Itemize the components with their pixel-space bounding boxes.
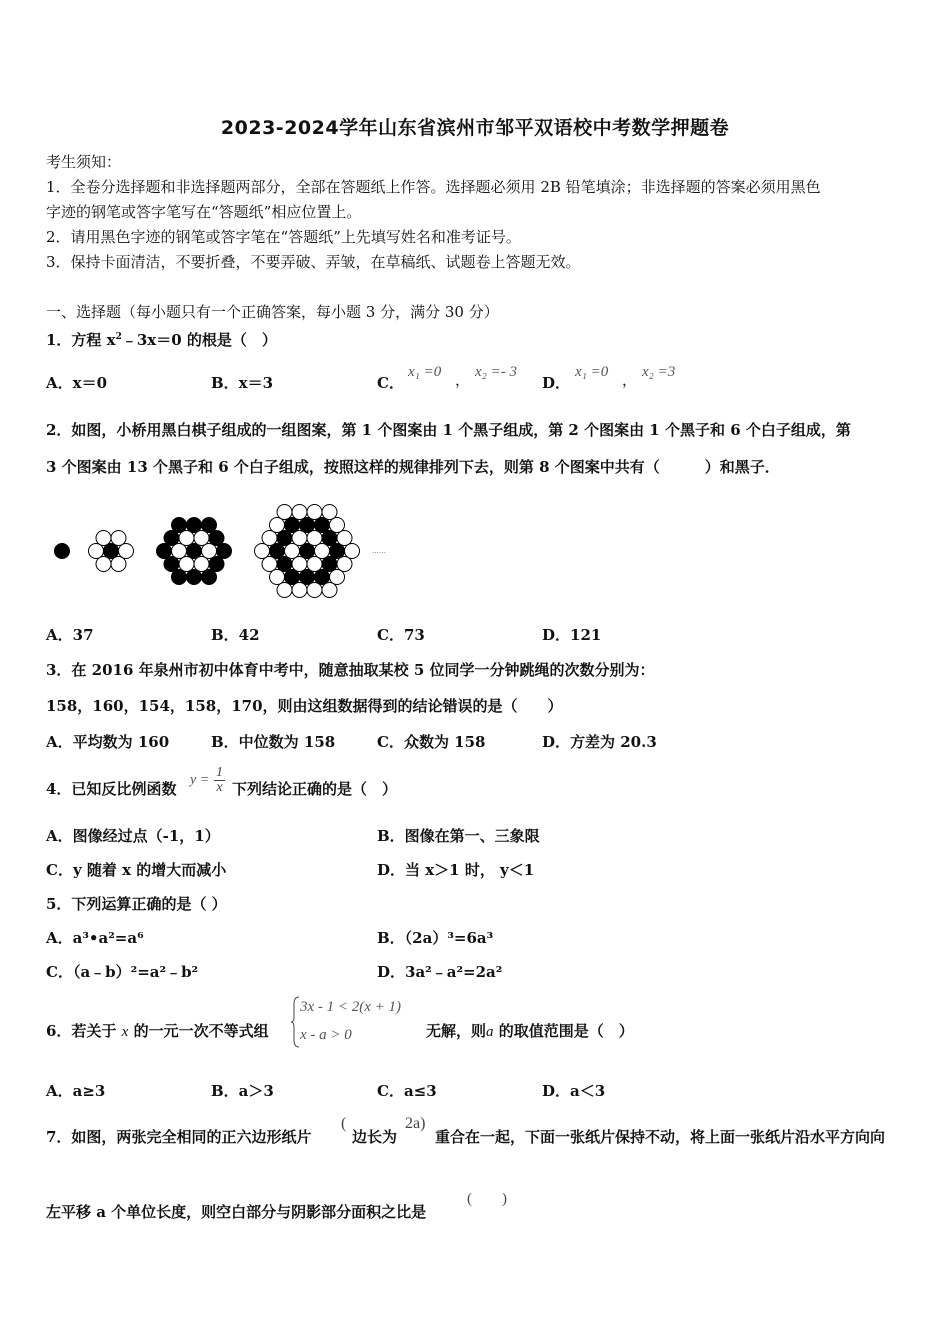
q3-stem-line2: 158，160，154，158，170，则由这组数据得到的结论错误的是（ ）: [46, 697, 563, 715]
q1-option-d-x2: x₂ =3: [642, 364, 676, 380]
q4-function: [190, 766, 225, 810]
q1-option-c-comma: ，: [455, 371, 471, 389]
section-heading: 一、选择题（每小题只有一个正确答案，每小题 3 分，满分 30 分）: [46, 303, 499, 321]
q6-inequality-2: x - a > 0: [300, 1027, 352, 1043]
q2-option-b: B．42: [211, 626, 260, 644]
q7-answer-blank: ( ): [467, 1191, 507, 1207]
q2-pattern-figure: [0, 495, 420, 605]
q4-option-b: B．图像在第一、三象限: [377, 827, 540, 845]
q5-option-a: A．a³•a²=a⁶: [46, 929, 144, 947]
q1-option-c-x1: x₁ =0: [408, 364, 442, 380]
q4-func-lhs: y =: [190, 772, 210, 788]
notice-heading: 考生须知：: [46, 153, 122, 171]
q2-option-a: A．37: [46, 626, 94, 644]
pattern-ellipsis: ……: [372, 547, 386, 555]
pattern-4: [255, 505, 360, 598]
q3-option-b: B．中位数为 158: [211, 733, 336, 751]
notice-item-2: 2．请用黑色字迹的钢笔或答字笔在“答题纸”上先填写姓名和准考证号。: [46, 228, 521, 246]
q3-option-c: C．众数为 158: [377, 733, 486, 751]
q2-stem-line1: 2．如图，小桥用黑白棋子组成的一组图案，第 1 个图案由 1 个黑子组成，第 2 个图案由 1 个黑子和 6 个白子组成，第: [46, 421, 851, 439]
notice-item-3: 3．保持卡面清洁，不要折叠，不要弄破、弄皱，在草稿纸、试题卷上答题无效。: [46, 253, 581, 271]
q6-stem-a: 6．若关于 x 的一元一次不等式组: [46, 1022, 269, 1040]
q7-stem-line2: 左平移 a 个单位长度，则空白部分与阴影部分面积之比是: [46, 1203, 427, 1221]
q5-option-c: C．（a﹣b）²=a²﹣b²: [46, 963, 199, 981]
q7-paren-open: (: [341, 1115, 347, 1132]
notice-item-1: 1．全卷分选择题和非选择题两部分，全部在答题纸上作答。选择题必须用 2B 铅笔填涂；非选择题的答案必须用黑色: [46, 178, 821, 196]
q4-func-fraction: [214, 766, 225, 795]
q6-var-x: x: [121, 1024, 129, 1040]
q1-stem: 1．方程 $x^2﹣3x=0$ 的根是（ ）: [46, 331, 277, 349]
q4-func-denominator: x: [216, 780, 223, 795]
q4-stem-a: 4．已知反比例函数: [46, 780, 177, 798]
q2-stem-line2: 3 个图案由 13 个黑子和 6 个白子组成，按照这样的规律排列下去，则第 8 个图案中共有（ ）和黑子．: [46, 458, 780, 476]
q2-option-c: C．73: [377, 626, 425, 644]
q4-stem-b: 下列结论正确的是（ ）: [232, 780, 398, 798]
pattern-1: [55, 544, 70, 559]
q6-option-c: C．a≤3: [377, 1082, 437, 1100]
q1-option-d-comma: ，: [622, 371, 638, 389]
q4-option-c: C．y 随着 x 的增大而减小: [46, 861, 227, 879]
q7-stem-a: 7．如图，两张完全相同的正六边形纸片: [46, 1128, 312, 1146]
q1-option-a: A．x＝0: [46, 374, 108, 392]
q1-option-b: B．x＝3: [211, 374, 274, 392]
q6-inequality-1: 3x - 1 < 2(x + 1): [300, 999, 402, 1015]
q1-option-c: C．: [377, 374, 404, 392]
q1-option-d: D．: [542, 374, 571, 392]
page-title: 2023-2024学年山东省滨州市邹平双语校中考数学押题卷: [220, 117, 730, 139]
pattern-2: [89, 531, 134, 572]
q1-option-c-x2: x₂ =- 3: [475, 364, 517, 380]
q3-option-d: D．方差为 20.3: [542, 733, 657, 751]
q4-option-d: D．当 x＞1 时， y＜1: [377, 861, 535, 879]
q6-option-a: A．a≥3: [46, 1082, 106, 1100]
q5-option-d: D．3a²﹣a²=2a²: [377, 963, 503, 981]
q5-stem: 5．下列运算正确的是（ ）: [46, 895, 227, 913]
notice-item-1-cont: 字迹的钢笔或答字笔写在“答题纸”相应位置上。: [46, 203, 362, 221]
q2-option-d: D．121: [542, 626, 602, 644]
q7-stem-c: 重合在一起，下面一张纸片保持不动，将上面一张纸片沿水平方向向: [435, 1128, 886, 1146]
q7-side-length: 2a): [405, 1115, 426, 1132]
pattern-3: [157, 518, 232, 585]
q6-option-b: B．a＞3: [211, 1082, 274, 1100]
q3-stem-line1: 3．在 2016 年泉州市初中体育中考中，随意抽取某校 5 位同学一分钟跳绳的次数分别为：: [46, 661, 655, 679]
q1-option-d-x1: x₁ =0: [575, 364, 609, 380]
q3-option-a: A．平均数为 160: [46, 733, 170, 751]
q4-func-numerator: 1: [215, 765, 223, 780]
q6-var-a: a: [486, 1024, 494, 1040]
q5-option-b: B．（2a）³=6a³: [377, 929, 494, 947]
q6-option-d: D．a＜3: [542, 1082, 606, 1100]
q7-stem-b: 边长为: [352, 1128, 398, 1146]
q4-option-a: A．图像经过点（-1，1）: [46, 827, 220, 845]
q6-stem-b: 无解，则a 的取值范围是（ ）: [426, 1022, 634, 1040]
